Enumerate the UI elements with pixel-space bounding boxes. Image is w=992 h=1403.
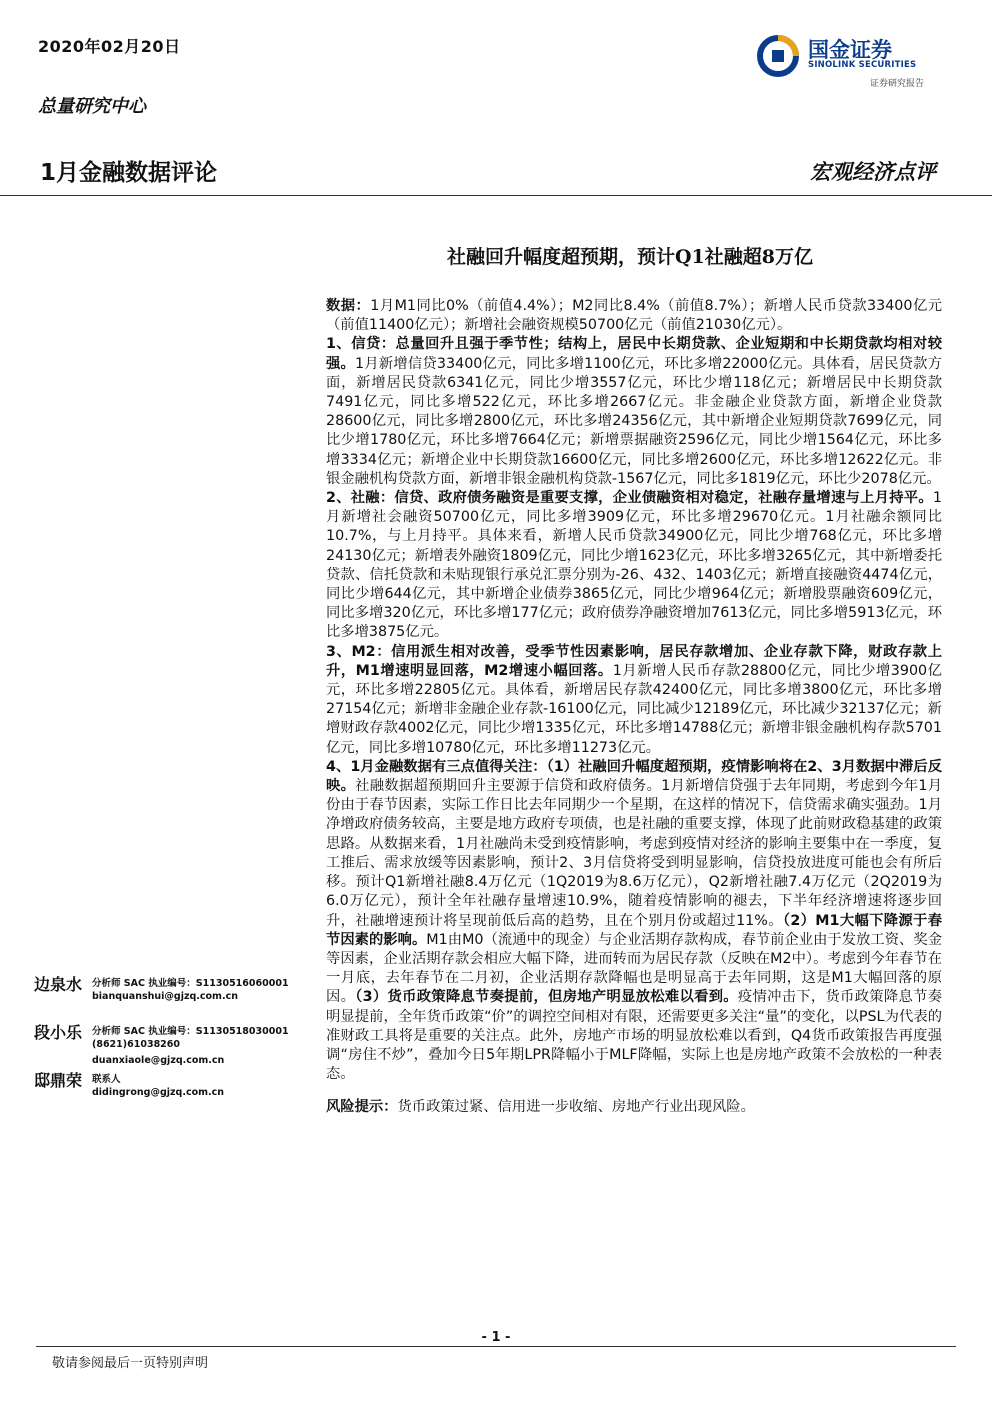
paragraph-lead: （2）M1大幅下降源于春节因素的影响。 [326, 912, 942, 948]
paragraph-text: 1月新增人民币存款28800亿元，同比少增3900亿元，环比多增22805亿元。具体看，新增居民存款42400亿元，同比多增3800亿元，环比多增27154亿元；新增非金融企业存款-16100亿元，同比减少12189亿元，环比减少32137亿元；新增财政存款4002亿元，同比少增1335亿元，环比多增14788亿元；新增非银金融机构存款5701亿元，同比多增10780亿元，环比多增11273亿元。 [326, 662, 942, 756]
headline: 社融回升幅度超预期，预计Q1社融超8万亿 [447, 246, 813, 268]
sinolink-logo-icon [756, 30, 804, 78]
analyst-role: 分析师 SAC 执业编号：S1130516060001 [92, 978, 289, 989]
analyst-email: bianquanshui@gjzq.com.cn [92, 991, 238, 1002]
paragraph-lead: 4、1月金融数据有三点值得关注：（1）社融回升幅度超预期，疫情影响将在2、3月数据中滞后反映。 [326, 758, 942, 795]
logo-subtitle: 证券研究报告 [870, 79, 925, 89]
footer-disclaimer: 敬请参阅最后一页特别声明 [52, 1356, 209, 1371]
report-type: 宏观经济点评 [810, 159, 936, 184]
analyst-role: 联系人 [92, 1074, 121, 1085]
paragraph-credit [326, 335, 942, 489]
page-number: - 1 - [481, 1330, 511, 1345]
paragraph-text: 社融数据超预期回升主要源于信贷和政府债务。1月新增信贷强于去年同期，考虑到今年1月份由于春节因素，实际工作日比去年同期少一个星期，在这样的情况下，信贷需求确实强劲。1月净增政府债务较高，主要是地方政府专项债，也是社融的重要支撑，体现了此前财政稳基建的政策思路。从数据来看，1月社融尚未受到疫情影响，考虑到疫情对经济的影响主要集中在一季度，复工推后、需求放缓等因素影响，预计2、3月信贷将受到明显影响，信贷投放进度可能也会有所后移。预计Q1新增社融8.4万亿元（1Q2019为8.6万亿元），Q2新增社融7.4万亿元（2Q2019为6.0万亿元），预计全年社融存量增速10.9%，随着疫情影响的褪去，下半年经济增速将逐步回升，社融增速预计将呈现前低后高的趋势，且在个别月份或超过11%。 [326, 778, 942, 929]
paragraph-text: M1由M0（流通中的现金）与企业活期存款构成，春节前企业由于发放工资、奖金等因素，企业活期存款会相应大幅下降，进而转而为居民存款（反映在M2中）。考虑到今年春节在一月底，去年春节在二月初，企业活期存款降幅也是明显高于去年同期，这是M1大幅回落的原因。 [326, 931, 943, 1006]
paragraph-m2 [326, 643, 942, 758]
logo-name-cn: 国金证券 [808, 38, 892, 62]
analyst-name: 段小乐 [34, 1023, 83, 1042]
paragraph-text: 1月M1同比0%（前值4.4%）；M2同比8.4%（前值8.7%）；新增人民币贷款33400亿元（前值11400亿元）；新增社会融资规模50700亿元（前值21030亿元）。 [326, 298, 942, 334]
paragraph-data [326, 297, 942, 335]
report-date: 2020年02月20日 [38, 37, 181, 56]
risk-text: 货币政策过紧、信用进一步收缩、房地产行业出现风险。 [397, 1099, 755, 1116]
report-body [326, 297, 942, 1118]
analyst-name: 邸鼎荣 [34, 1071, 83, 1090]
paragraph-lead: 2、社融：信贷、政府债务融资是重要支撑，企业债融资相对稳定，社融存量增速与上月持平。 [326, 490, 933, 507]
analyst-phone: (8621)61038260 [92, 1039, 181, 1050]
footer-divider [36, 1346, 956, 1347]
report-title: 1月金融数据评论 [40, 160, 218, 186]
risk-warning [326, 1098, 942, 1117]
analyst-email: duanxiaole@gjzq.com.cn [92, 1055, 225, 1066]
paragraph-lead: 1、信贷：总量回升且强于季节性；结构上，居民中长期贷款、企业短期和中长期贷款均相对较强。 [326, 336, 942, 372]
company-logo [756, 30, 956, 92]
logo-name-en: SINOLINK SECURITIES [808, 60, 917, 70]
paragraph-lead: 数据： [326, 298, 371, 314]
paragraph-text: 1月新增社会融资50700亿元，同比多增3909亿元，环比多增29670亿元。1月社融余额同比10.7%，与上月持平。具体来看，新增人民币贷款34900亿元，同比少增768亿元，环比多增24130亿元；新增表外融资1809亿元，同比少增1623亿元，环比多增3265亿元，其中新增委托贷款、信托贷款和未贴现银行承兑汇票分别为-26、432、1403亿元；新增直接融资4474亿元，同比少增644亿元，其中新增企业债券3865亿元，同比少增964亿元；新增股票融资609亿元，同比多增320亿元，环比多增177亿元；政府债券净融资增加7613亿元，同比多增5913亿元，环比多增3875亿元。 [326, 490, 942, 641]
paragraph-social-financing [326, 489, 942, 643]
paragraph-text: 疫情冲击下，货币政策降息节奏明显提前，全年货币政策“价”的调控空间相对有限，还需要更多关注“量”的变化，以PSL为代表的准财政工具将是重要的关注点。此外，房地产市场的明显放松难以看到，Q4货币政策报告再度强调“房住不炒”，叠加今日5年期LPR降幅小于MLF降幅，实际上也是房地产政策不会放松的一种表态。 [326, 989, 943, 1083]
analyst-name: 边泉水 [34, 975, 83, 994]
header-divider [0, 195, 992, 196]
analyst-email: didingrong@gjzq.com.cn [92, 1087, 225, 1098]
paragraph-lead: （3）货币政策降息节奏提前，但房地产明显放松难以看到。 [355, 989, 738, 1006]
department-name: 总量研究中心 [38, 96, 146, 117]
paragraph-highlights [326, 758, 942, 1084]
paragraph-text: 1月新增信贷33400亿元，同比多增1100亿元，环比多增22000亿元。具体看，居民贷款方面，新增居民贷款6341亿元，同比少增3557亿元，环比少增118亿元；新增居民中长期贷款7491亿元，同比多增522亿元，环比多增2667亿元。非金融企业贷款方面，新增企业贷款28600亿元，同比多增2800亿元，环比多增24356亿元，其中新增企业短期贷款7699亿元，同比少增1780亿元，环比多增7664亿元；新增票据融资2596亿元，同比少增1564亿元，环比多增3334亿元；新增企业中长期贷款16600亿元，同比多增2600亿元，环比多增12622亿元。非银金融机构贷款方面，新增非银金融机构贷款-1567亿元，同比多1819亿元，环比少2078亿元。 [326, 355, 942, 487]
analyst-role: 分析师 SAC 执业编号：S1130518030001 [92, 1026, 289, 1037]
paragraph-lead: 3、M2：信用派生相对改善，受季节性因素影响，居民存款增加、企业存款下降，财政存款上升，M1增速明显回落，M2增速小幅回落。 [326, 643, 942, 679]
risk-lead: 风险提示： [326, 1099, 398, 1116]
